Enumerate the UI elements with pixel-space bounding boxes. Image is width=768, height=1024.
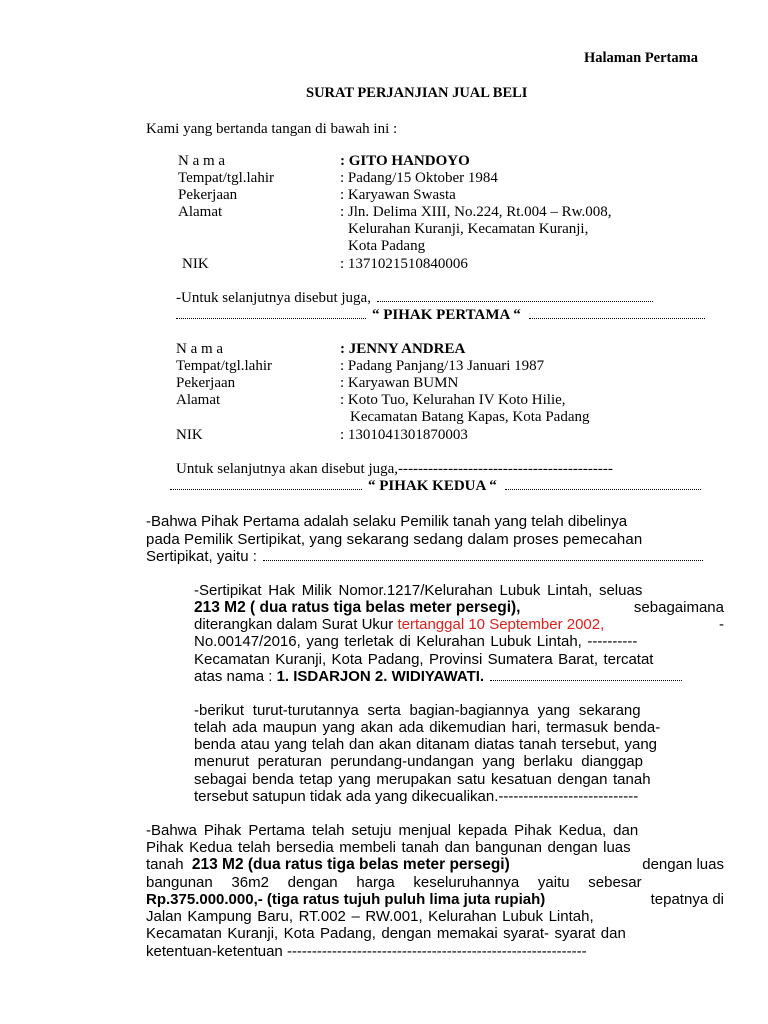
party1-designation-line	[176, 307, 705, 324]
party1-nik-value: : 1371021510840006	[340, 256, 468, 272]
dotted-leader	[529, 307, 705, 319]
clause2-line2: Pihak Kedua telah bersedia membeli tanah dan bangunan dengan luas	[146, 839, 631, 856]
clause1-line3: Sertipikat, yaitu :	[146, 548, 703, 565]
intro-text: Kami yang bertanda tangan di bawah ini :	[146, 121, 398, 137]
certificate-line1: -Sertipikat Hak Milik Nomor.1217/Kelurahan Lubuk Lintah, seluas	[194, 582, 643, 599]
party1-name-label: N a m a	[178, 153, 226, 169]
dotted-leader	[170, 478, 362, 490]
party1-address-line3: Kota Padang	[348, 238, 426, 254]
price-amount: Rp.375.000.000,-	[146, 891, 263, 908]
survey-date: tertanggal 10 September 2002,	[397, 616, 605, 633]
dotted-leader	[263, 549, 703, 561]
dotted-leader	[505, 478, 701, 490]
party1-job-label: Pekerjaan	[178, 187, 238, 203]
party1-address-line1: : Jln. Delima XIII, No.224, Rt.004 – Rw.008,	[340, 204, 612, 220]
appurtenances-line3: benda atau yang telah dan akan ditanam diatas tanah tersebut, yang	[194, 736, 658, 753]
certificate-line6: atas nama : 1. ISDARJON 2. WIDIYAWATI.	[194, 668, 682, 685]
clause2-line7: Kecamatan Kuranji, Kota Padang, dengan memakai syarat- syarat dan	[146, 925, 626, 942]
certificate-line2: 213 M2 ( dua ratus tiga belas meter persegi), sebagaimana	[194, 599, 724, 616]
clause2-line6: Jalan Kampung Baru, RT.002 – RW.001, Kelurahan Lubuk Lintah,	[146, 908, 594, 925]
owner-names: 1. ISDARJON 2. WIDIYAWATI.	[276, 668, 485, 685]
appurtenances-line2: telah ada maupun yang akan ada dikemudian hari, termasuk benda-	[194, 719, 661, 736]
party2-referred-text: Untuk selanjutnya akan disebut juga,-------------------------------------------	[176, 461, 613, 477]
appurtenances-line5: sebagai benda tetap yang merupakan satu kesatuan dengan tanah	[194, 771, 651, 788]
price-words: (tiga ratus tujuh puluh lima juta rupiah)	[266, 891, 546, 908]
clause1-line2: pada Pemilik Sertipikat, yang sekarang sedang dalam proses pemecahan	[146, 531, 643, 548]
certificate-area: 213 M2 ( dua ratus tiga belas meter persegi),	[194, 599, 521, 616]
dotted-leader	[176, 307, 366, 319]
party2-name-value: : JENNY ANDREA	[340, 341, 466, 357]
dotted-leader	[377, 290, 653, 302]
appurtenances-line4: menurut peraturan perundang-undangan yang berlaku dianggap	[194, 753, 643, 770]
party1-designation: “ PIHAK PERTAMA “	[372, 307, 521, 323]
party1-birth-value: : Padang/15 Oktober 1984	[340, 170, 498, 186]
party1-address-line2: Kelurahan Kuranji, Kecamatan Kuranji,	[348, 221, 589, 237]
document-title: SURAT PERJANJIAN JUAL BELI	[306, 85, 528, 101]
clause2-line4: bangunan 36m2 dengan harga keseluruhannya yaitu sebesar	[146, 874, 642, 891]
party1-nik-label: NIK	[182, 256, 209, 272]
appurtenances-line1: -berikut turut-turutannya serta bagian-bagiannya yang sekarang	[194, 702, 641, 719]
party1-job-value: : Karyawan Swasta	[340, 187, 456, 203]
clause2-line1: -Bahwa Pihak Pertama telah setuju menjual kepada Pihak Kedua, dan	[146, 822, 639, 839]
dotted-leader	[490, 669, 682, 681]
clause2-line5: Rp.375.000.000,- (tiga ratus tujuh puluh lima juta rupiah) tepatnya di	[146, 891, 724, 908]
party2-nik-label: NIK	[176, 427, 203, 443]
party2-birth-value: : Padang Panjang/13 Januari 1987	[340, 358, 545, 374]
party1-referred-text: -Untuk selanjutnya disebut juga,	[176, 290, 653, 307]
clause1-line1: -Bahwa Pihak Pertama adalah selaku Pemilik tanah yang telah dibelinya	[146, 513, 628, 530]
party2-job-label: Pekerjaan	[176, 375, 236, 391]
party1-address-label: Alamat	[178, 204, 223, 220]
party2-birth-label: Tempat/tgl.lahir	[176, 358, 273, 374]
certificate-line4: No.00147/2016, yang terletak di Kelurahan Lubuk Lintah, ----------	[194, 633, 638, 650]
party2-name-label: N a m a	[176, 341, 224, 357]
clause2-area: 213 M2 (dua ratus tiga belas meter persegi)	[191, 856, 510, 873]
page-label: Halaman Pertama	[584, 50, 698, 66]
party2-address-line2: Kecamatan Batang Kapas, Kota Padang	[350, 409, 590, 425]
party2-address-line1: : Koto Tuo, Kelurahan IV Koto Hilie,	[340, 392, 566, 408]
clause2-line8: ketentuan-ketentuan ------------------------------------------------------------	[146, 943, 587, 960]
clause2-line3: tanah 213 M2 (dua ratus tiga belas meter persegi) dengan luas	[146, 856, 724, 873]
party2-address-label: Alamat	[176, 392, 221, 408]
party1-name-value: : GITO HANDOYO	[340, 153, 470, 169]
certificate-line5: Kecamatan Kuranji, Kota Padang, Provinsi Sumatera Barat, tercatat	[194, 651, 654, 668]
party2-job-value: : Karyawan BUMN	[340, 375, 459, 391]
party2-designation-line	[170, 478, 701, 495]
appurtenances-line6: tersebut satupun tidak ada yang dikecualikan.----------------------------	[194, 788, 639, 805]
party2-designation: “ PIHAK KEDUA “	[368, 478, 497, 494]
party2-nik-value: : 1301041301870003	[340, 427, 468, 443]
party1-birth-label: Tempat/tgl.lahir	[178, 170, 275, 186]
certificate-line3: diterangkan dalam Surat Ukur tertanggal 10 September 2002, -	[194, 616, 724, 633]
